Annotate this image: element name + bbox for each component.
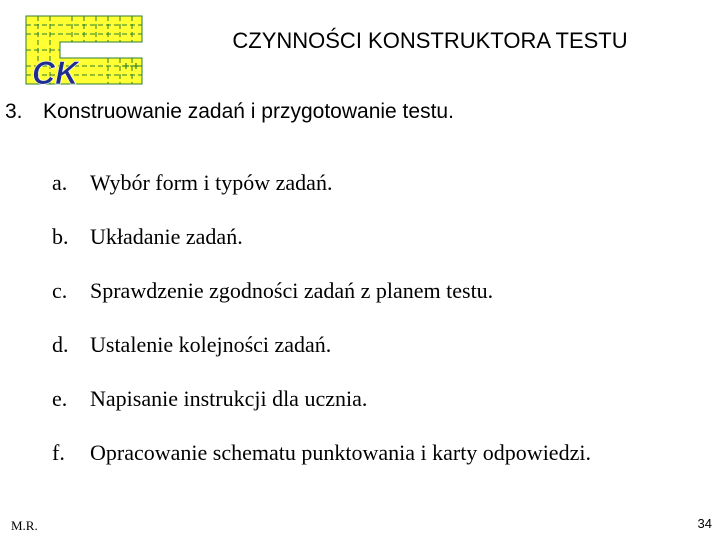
ck-logo — [22, 12, 146, 90]
list-item-text: Opracowanie schematu punktowania i karty odpowiedzi. — [90, 440, 591, 465]
page-number: 34 — [697, 516, 712, 531]
section-number: 3. — [5, 100, 23, 123]
list-item-text: Wybór form i typów zadań. — [90, 170, 333, 195]
list-item-text: Ustalenie kolejności zadań. — [90, 332, 332, 357]
list-item-letter: c. — [52, 278, 68, 303]
list-item-text: Napisanie instrukcji dla ucznia. — [90, 386, 368, 411]
author-initials: M.R. — [11, 518, 38, 533]
list-item-text: Sprawdzenie zgodności zadań z planem testu. — [90, 278, 494, 303]
section-heading — [5, 98, 454, 126]
list-item-letter: f. — [52, 440, 65, 465]
list-item — [52, 384, 692, 413]
list-item-letter: e. — [52, 386, 68, 411]
list-item — [52, 168, 692, 197]
ck-logo-graphic — [22, 12, 146, 90]
list-item — [52, 222, 692, 251]
list-item-letter: d. — [52, 332, 69, 357]
list-item — [52, 330, 692, 359]
task-list — [52, 168, 692, 492]
ck-logo-text: CK — [32, 55, 79, 90]
list-item-text: Układanie zadań. — [90, 224, 243, 249]
slide-title: CZYNNOŚCI KONSTRUKTORA TESTU — [232, 28, 628, 53]
list-item-letter: b. — [52, 224, 69, 249]
list-item-letter: a. — [52, 170, 68, 195]
section-title: Konstruowanie zadań i przygotowanie testu. — [43, 100, 454, 123]
list-item — [52, 438, 692, 467]
list-item — [52, 276, 692, 305]
